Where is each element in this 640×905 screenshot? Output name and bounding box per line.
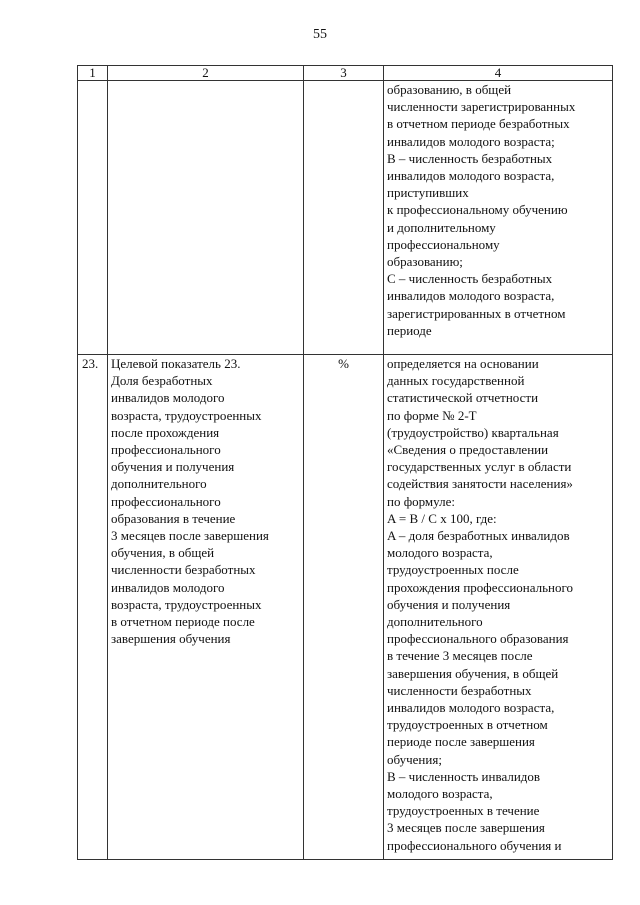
text-line: завершения обучения xyxy=(111,631,231,647)
text-line: 3 месяцев после завершения xyxy=(111,528,269,544)
row-number-cell xyxy=(78,81,108,355)
text-line: определяется на основании xyxy=(387,356,539,371)
column-header-2: 2 xyxy=(108,66,304,81)
text-line: профессионального xyxy=(111,493,221,509)
text-line: обучения и получения xyxy=(111,459,235,475)
text-line: обучения; xyxy=(387,751,442,767)
text-line: трудоустроенных в течение xyxy=(387,803,540,819)
text-line: в отчетном периоде после xyxy=(111,614,255,630)
text-line: инвалидов молодого возраста; xyxy=(387,133,555,149)
text-line: после прохождения xyxy=(111,424,220,440)
text-line: профессионального обучения и xyxy=(387,837,562,853)
text-line: молодого возраста, xyxy=(387,786,493,802)
text-line: профессиональному xyxy=(387,236,500,252)
table-row xyxy=(78,81,613,355)
text-line: в отчетном периоде безработных xyxy=(387,116,570,132)
row-number-cell: 23. xyxy=(78,355,108,860)
text-line: (трудоустройство) квартальная xyxy=(387,424,559,440)
text-line: образования в течение xyxy=(111,510,236,526)
text-line: данных государственной xyxy=(387,373,525,389)
text-line: и дополнительному xyxy=(387,219,496,235)
text-line: профессионального xyxy=(111,442,221,458)
text-line: дополнительного xyxy=(387,614,483,630)
page-number: 55 xyxy=(313,27,327,42)
text-line: периоде xyxy=(387,322,432,338)
text-line: прохождения профессионального xyxy=(387,579,574,595)
text-line: B – численность безработных xyxy=(387,150,553,166)
text-line: зарегистрированных в отчетном xyxy=(387,305,566,321)
text-line: инвалидов молодого возраста, xyxy=(387,168,555,184)
column-header-3: 3 xyxy=(304,66,384,81)
text-line: численности зарегистрированных xyxy=(387,99,576,115)
column-header-4: 4 xyxy=(384,66,613,81)
column-header-1: 1 xyxy=(78,66,108,81)
text-line: инвалидов молодого возраста, xyxy=(387,700,555,716)
description-cell xyxy=(384,355,613,860)
text-line: 3 месяцев после завершения xyxy=(387,820,545,836)
text-line: трудоустроенных после xyxy=(387,562,519,578)
text-line: приступивших xyxy=(387,185,469,201)
indicator-name-cell xyxy=(108,81,304,355)
text-line: образованию; xyxy=(387,254,463,270)
indicator-name-cell xyxy=(108,355,304,860)
text-line: Доля безработных xyxy=(111,373,213,389)
description-cell xyxy=(384,81,613,355)
text-line: в течение 3 месяцев после xyxy=(387,648,533,664)
text-line: Целевой показатель 23. xyxy=(111,356,241,371)
table-row xyxy=(78,355,613,860)
text-line: инвалидов молодого xyxy=(111,390,225,406)
text-line: трудоустроенных в отчетном xyxy=(387,717,548,733)
unit-cell: % xyxy=(304,355,384,860)
text-line: государственных услуг в области xyxy=(387,459,572,475)
text-line: численности безработных xyxy=(111,562,256,578)
text-line: A – доля безработных инвалидов xyxy=(387,528,570,544)
text-line: B – численность инвалидов xyxy=(387,768,541,784)
text-line: обучения и получения xyxy=(387,596,511,612)
text-line: молодого возраста, xyxy=(387,545,493,561)
text-line: возраста, трудоустроенных xyxy=(111,596,262,612)
indicator-table xyxy=(77,65,613,860)
text-line: дополнительного xyxy=(111,476,207,492)
text-line: образованию, в общей xyxy=(387,82,512,97)
text-line: инвалидов молодого xyxy=(111,579,225,595)
text-line: профессионального образования xyxy=(387,631,569,647)
text-line: «Сведения о предоставлении xyxy=(387,442,549,458)
unit-cell xyxy=(304,81,384,355)
text-line: A = B / C x 100, где: xyxy=(387,510,497,526)
text-line: возраста, трудоустроенных xyxy=(111,407,262,423)
text-line: обучения, в общей xyxy=(111,545,215,561)
text-line: C – численность безработных xyxy=(387,271,553,287)
text-line: по форме № 2-Т xyxy=(387,407,477,423)
text-line: периоде после завершения xyxy=(387,734,535,750)
text-line: к профессиональному обучению xyxy=(387,202,568,218)
text-line: статистической отчетности xyxy=(387,390,539,406)
table-header-row xyxy=(78,66,613,81)
text-line: численности безработных xyxy=(387,682,532,698)
text-line: по формуле: xyxy=(387,493,455,509)
text-line: содействия занятости населения» xyxy=(387,476,573,492)
text-line: завершения обучения, в общей xyxy=(387,665,559,681)
text-line: инвалидов молодого возраста, xyxy=(387,288,555,304)
